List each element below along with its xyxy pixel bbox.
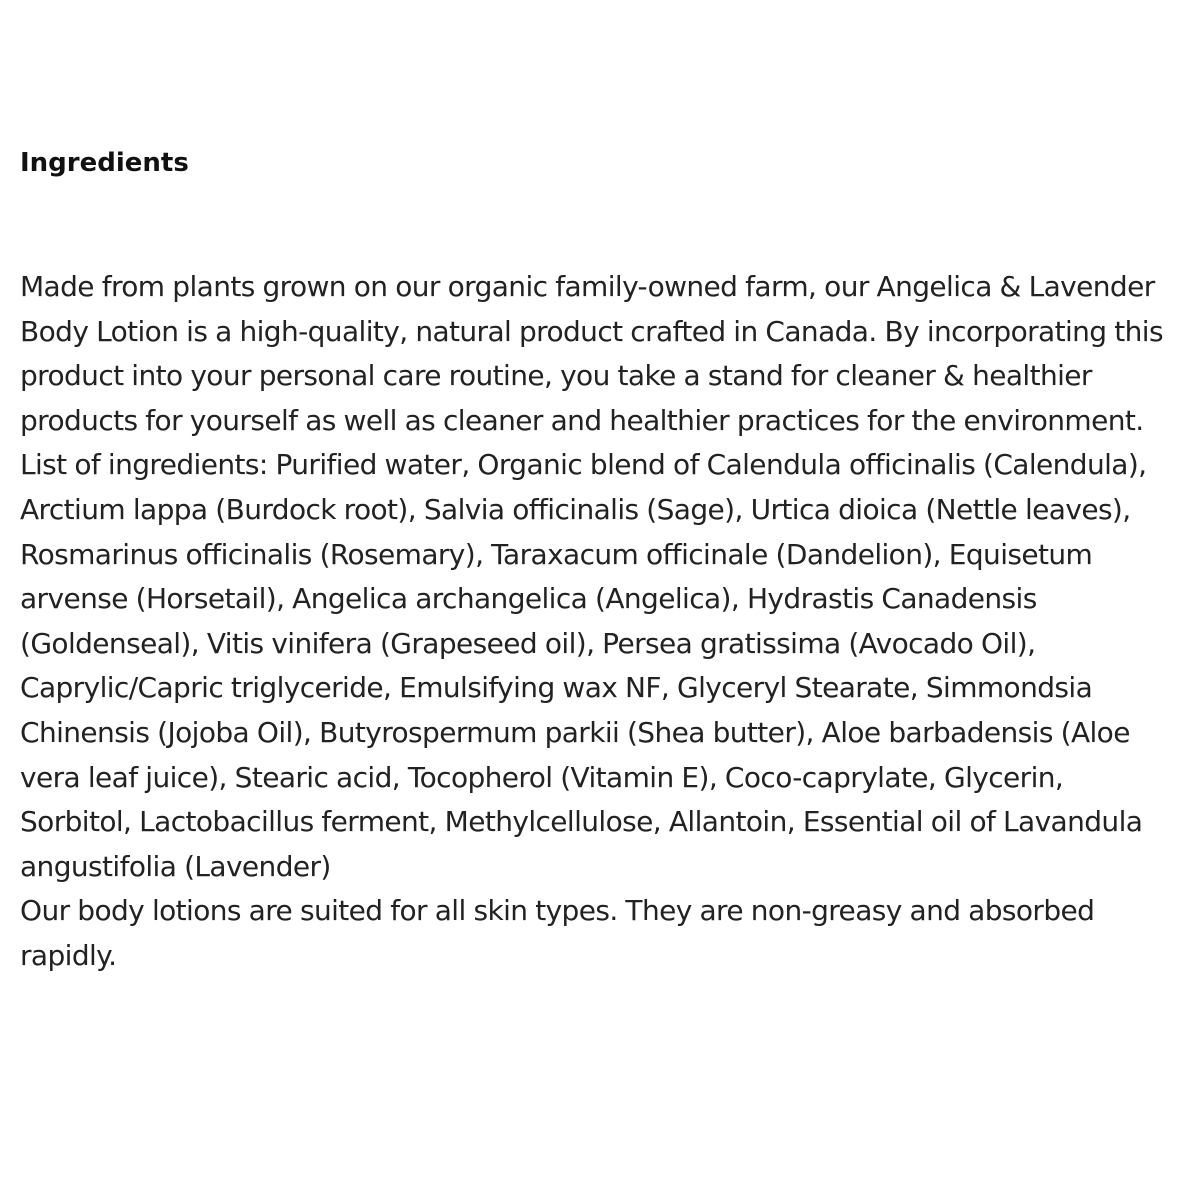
ingredients-content	[20, 265, 1180, 979]
suitability-paragraph: Our body lotions are suited for all skin types. They are non-greasy and absorbed rapidly.	[20, 894, 1095, 972]
product-intro-paragraph: Made from plants grown on our organic family-owned farm, our Angelica & Lavender Body Lotion is a high-quality, natural product crafted in Canada. By incorporating this product into your personal care routine, you take a stand for cleaner & healthier products for yourself as well as cleaner and healthier practices for the environment.	[20, 270, 1163, 437]
ingredients-list-paragraph: List of ingredients: Purified water, Organic blend of Calendula officinalis (Calendula), Arctium lappa (Burdock root), Salvia officinalis (Sage), Urtica dioica (Nettle leaves), Rosmarinus officinalis (Rosemary), Taraxacum officinale (Dandelion), Equisetum arvense (Horsetail), Angelica archangelica (Angelica), Hydrastis Canadensis (Goldenseal), Vitis vinifera (Grapeseed oil), Persea gratissima (Avocado Oil), Caprylic/Capric triglyceride, Emulsifying wax NF, Glyceryl Stearate, Simmondsia Chinensis (Jojoba Oil), Butyrospermum parkii (Shea butter), Aloe barbadensis (Aloe vera leaf juice), Stearic acid, Tocopherol (Vitamin E), Coco-caprylate, Glycerin, Sorbitol, Lactobacillus ferment, Methylcellulose, Allantoin, Essential oil of Lavandula angustifolia (Lavender)	[20, 448, 1147, 883]
ingredients-heading: Ingredients	[20, 148, 189, 178]
